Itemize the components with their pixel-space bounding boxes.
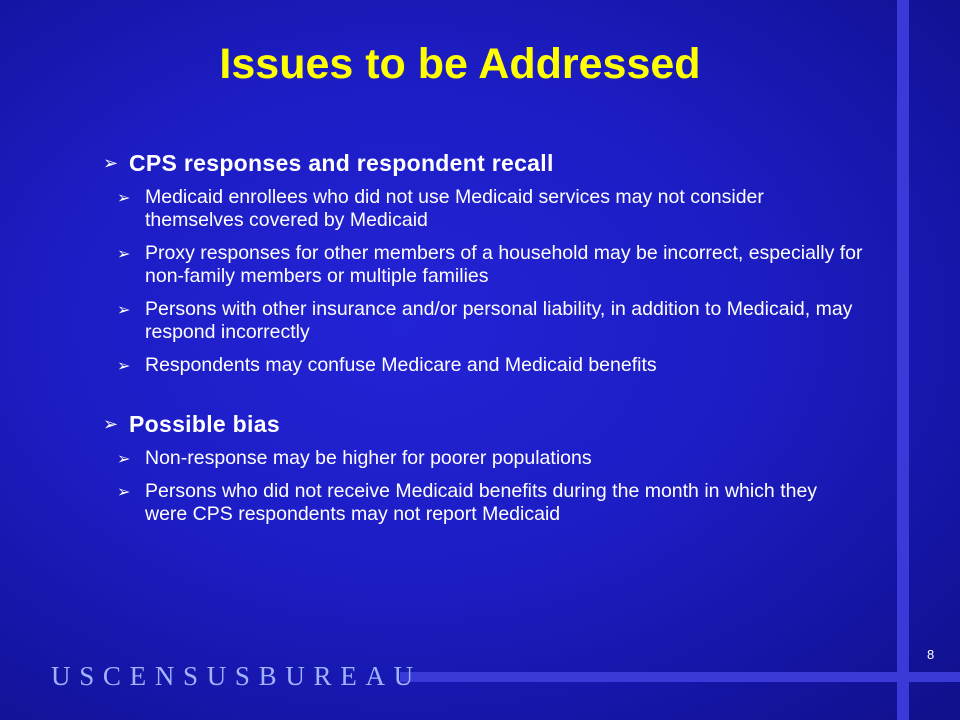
horizontal-accent-line	[400, 672, 960, 682]
arrow-bullet-icon: ➢	[117, 484, 131, 501]
arrow-bullet-icon: ➢	[117, 302, 131, 319]
list-item-text: Respondents may confuse Medicare and Medicaid benefits	[145, 354, 657, 376]
arrow-bullet-icon: ➢	[117, 246, 131, 263]
list-item	[117, 242, 863, 288]
arrow-bullet-icon: ➢	[117, 190, 131, 207]
census-bureau-logo: USCENSUSBUREAU	[51, 661, 422, 691]
page-number: 8	[927, 647, 935, 662]
vertical-accent-line	[897, 0, 909, 720]
bullet-list	[103, 447, 863, 526]
list-item	[117, 298, 863, 344]
list-item-text: Persons who did not receive Medicaid benefits during the month in which they were CPS respondents may not report Medicaid	[145, 480, 818, 525]
section-cps-responses	[103, 148, 863, 377]
slide-title: Issues to be Addressed	[219, 40, 701, 88]
arrow-bullet-icon: ➢	[103, 414, 119, 434]
list-item	[117, 354, 863, 377]
section-heading-text: CPS responses and respondent recall	[129, 150, 554, 176]
list-item	[117, 480, 863, 526]
bullet-list	[103, 186, 863, 377]
slide-content	[103, 148, 863, 536]
section-heading	[103, 409, 863, 439]
section-heading-text: Possible bias	[129, 411, 280, 437]
list-item-text: Medicaid enrollees who did not use Medicaid services may not consider themselves covered by Medicaid	[145, 186, 764, 231]
arrow-bullet-icon: ➢	[117, 358, 131, 375]
list-item-text: Proxy responses for other members of a household may be incorrect, especially for non-family members or multiple families	[145, 242, 863, 287]
list-item	[117, 447, 863, 470]
list-item	[117, 186, 863, 232]
arrow-bullet-icon: ➢	[103, 153, 119, 173]
section-heading	[103, 148, 863, 178]
section-possible-bias	[103, 409, 863, 526]
list-item-text: Persons with other insurance and/or personal liability, in addition to Medicaid, may respond incorrectly	[145, 298, 853, 343]
list-item-text: Non-response may be higher for poorer populations	[145, 447, 592, 469]
arrow-bullet-icon: ➢	[117, 451, 131, 468]
